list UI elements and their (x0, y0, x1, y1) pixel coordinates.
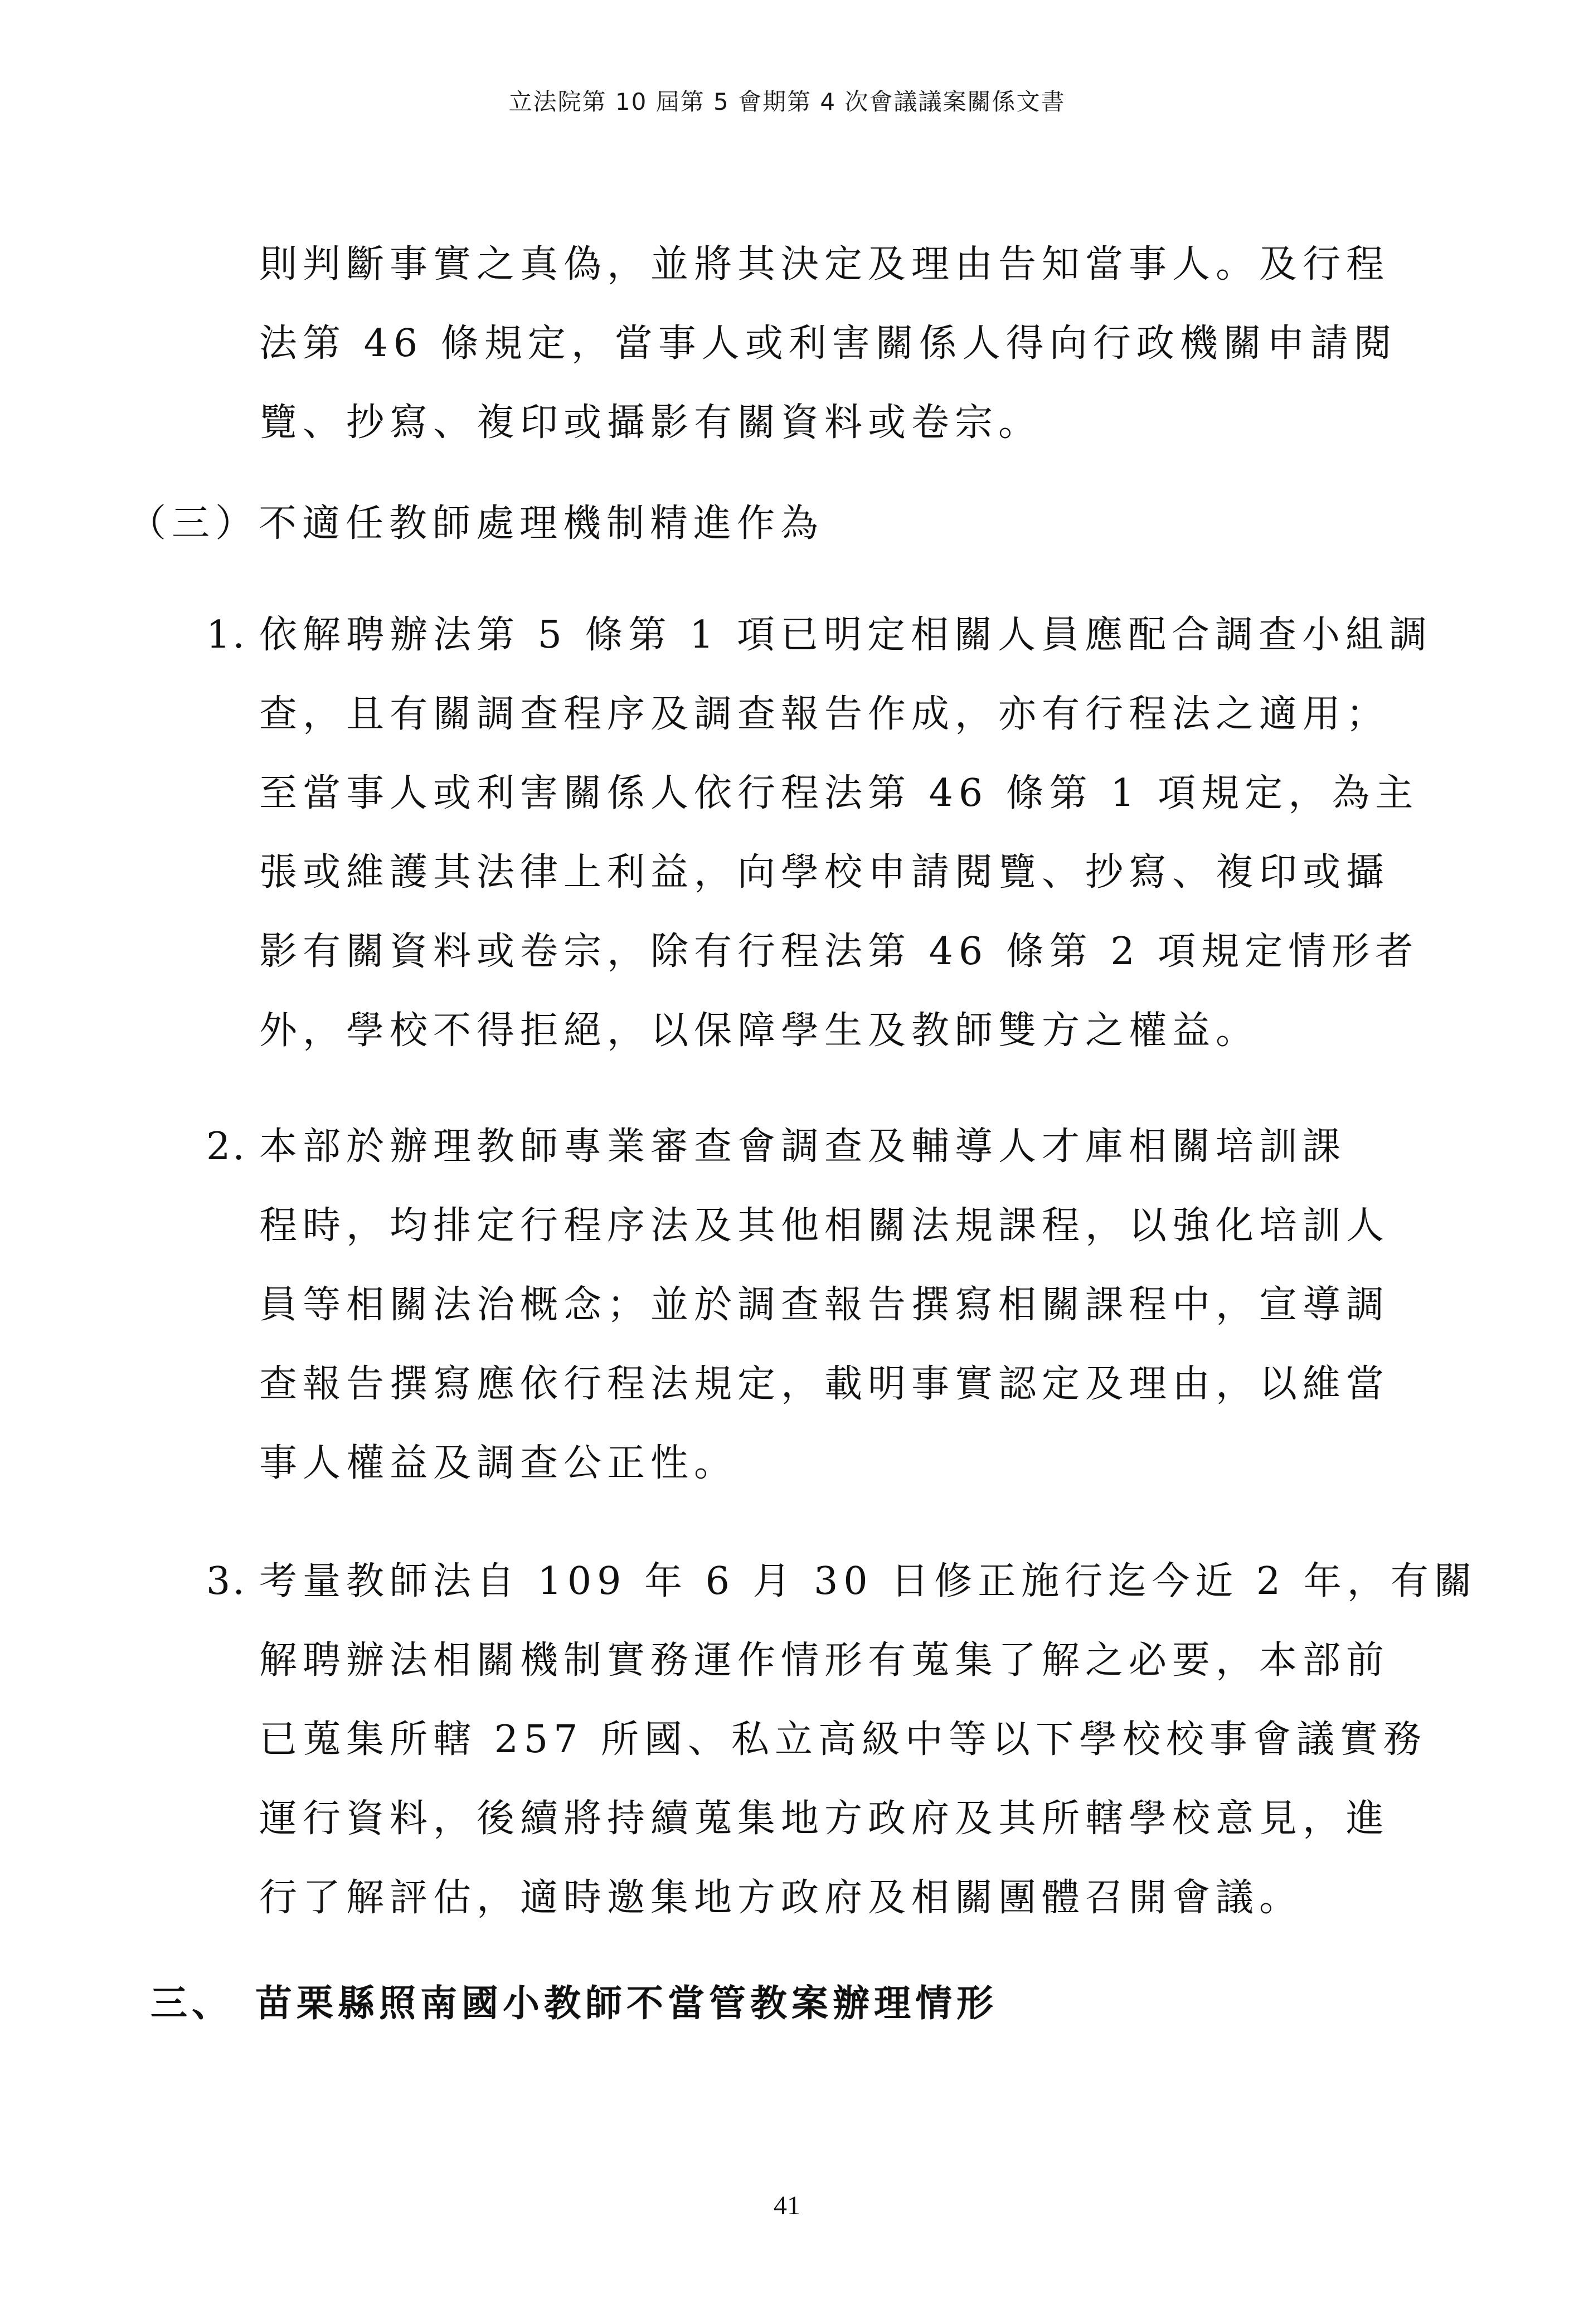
main-heading (150, 1978, 998, 2029)
item-line: 解聘辦法相關機制實務運作情形有蒐集了解之必要，本部前 (259, 1639, 1390, 1683)
item-line: 已蒐集所轄 257 所國、私立高級中等以下學校校事會議實務 (259, 1718, 1427, 1762)
item-line: 查，且有關調查程序及調查報告作成，亦有行程法之適用； (259, 692, 1390, 736)
section-heading: （三）不適任教師處理機制精進作為 (128, 502, 824, 546)
item-line: 事人權益及調查公正性。 (259, 1441, 738, 1485)
item-line: 考量教師法自 109 年 6 月 30 日修正施行迄今近 2 年，有關 (259, 1559, 1478, 1603)
page-number: 41 (774, 2191, 800, 2220)
item-line: 影有關資料或卷宗，除有行程法第 46 條第 2 項規定情形者 (259, 930, 1419, 974)
intro-line: 則判斷事實之真偽，並將其決定及理由告知當事人。及行程 (259, 242, 1390, 286)
intro-line: 覽、抄寫、複印或攝影有關資料或卷宗。 (259, 401, 1042, 445)
item-line: 程時，均排定行程序法及其他相關法規課程，以強化培訓人 (259, 1204, 1390, 1248)
item-number: 3. (206, 1559, 247, 1603)
item-line: 至當事人或利害關係人依行程法第 46 條第 1 項規定，為主 (259, 771, 1419, 815)
intro-line: 法第 46 條規定，當事人或利害關係人得向行政機關申請閱 (259, 322, 1397, 366)
main-heading-text: 苗栗縣照南國小教師不當管教案辦理情形 (255, 1982, 998, 2025)
document-header: 立法院第 10 屆第 5 會期第 4 次會議議案關係文書 (508, 88, 1066, 115)
item-line: 外，學校不得拒絕，以保障學生及教師雙方之權益。 (259, 1009, 1260, 1053)
item-number: 1. (206, 613, 247, 657)
item-line: 張或維護其法律上利益，向學校申請閱覽、抄寫、複印或攝 (259, 850, 1390, 894)
item-line: 依解聘辦法第 5 條第 1 項已明定相關人員應配合調查小組調 (259, 613, 1432, 657)
item-line: 查報告撰寫應依行程法規定，載明事實認定及理由，以維當 (259, 1362, 1390, 1406)
item-line: 運行資料，後續將持續蒐集地方政府及其所轄學校意見，進 (259, 1797, 1390, 1841)
item-number: 2. (206, 1125, 247, 1169)
main-heading-number: 三、 (150, 1982, 233, 2025)
item-line: 行了解評估，適時邀集地方政府及相關團體召開會議。 (259, 1876, 1303, 1920)
item-line: 本部於辦理教師專業審查會調查及輔導人才庫相關培訓課 (259, 1125, 1347, 1169)
item-line: 員等相關法治概念；並於調查報告撰寫相關課程中，宣導調 (259, 1283, 1390, 1327)
